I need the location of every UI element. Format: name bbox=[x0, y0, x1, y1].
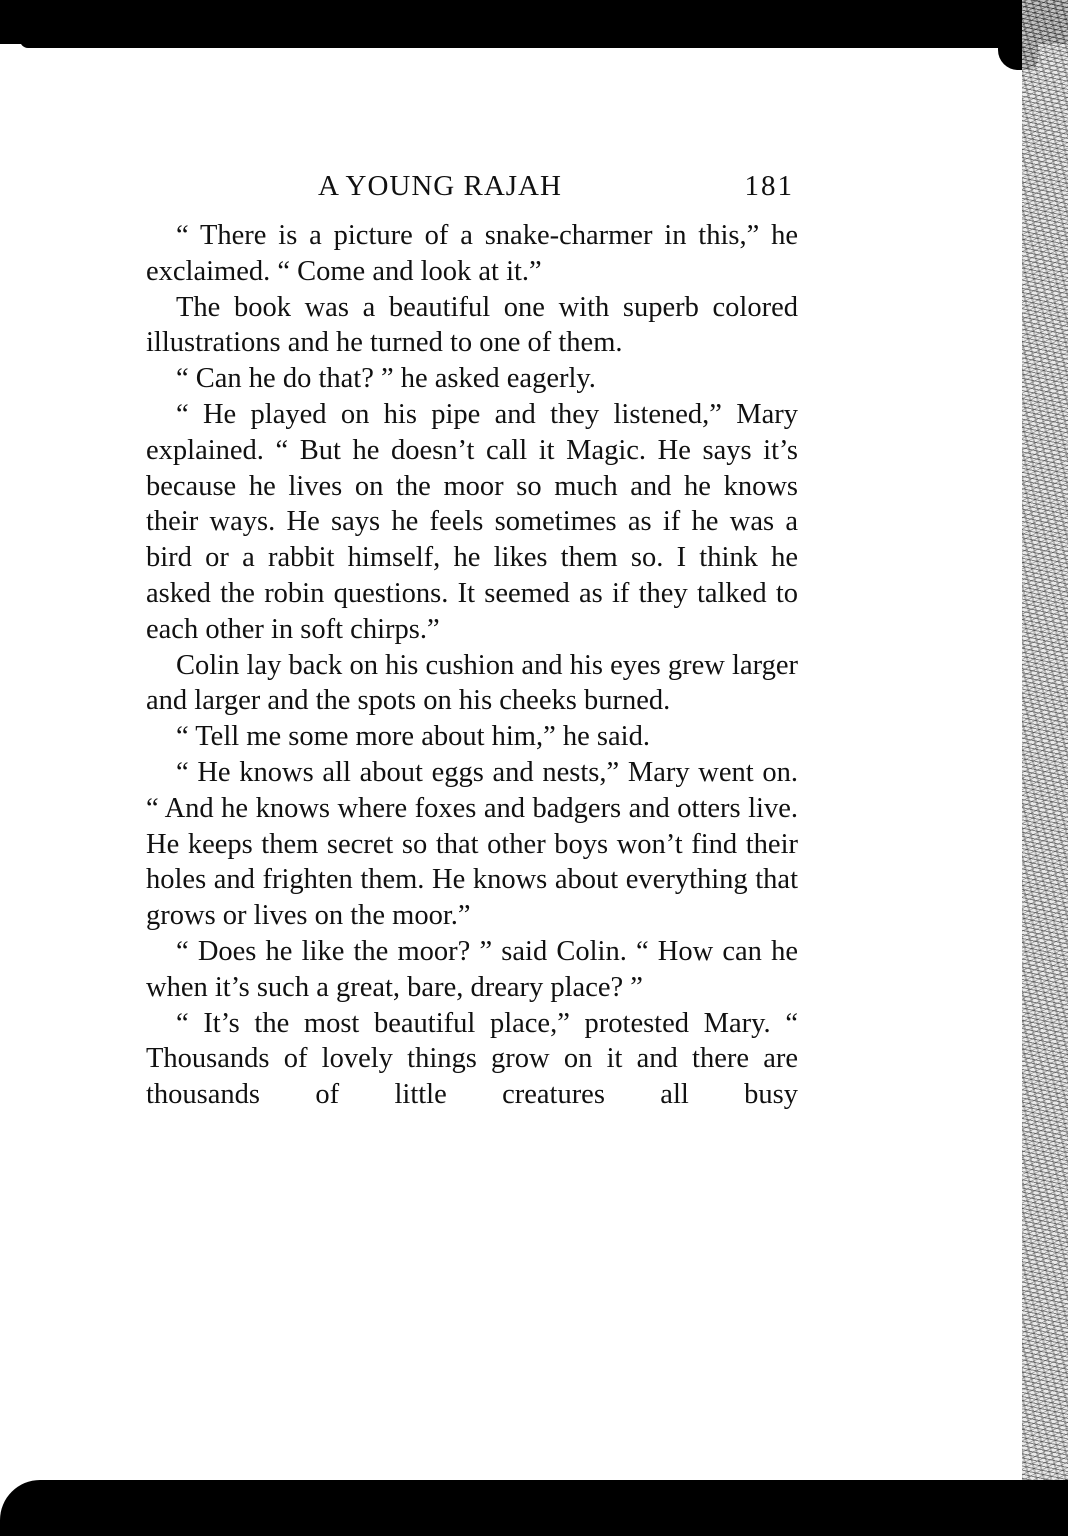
scan-page-edge bbox=[1022, 0, 1068, 1536]
chapter-title: A YOUNG RAJAH bbox=[318, 170, 562, 202]
paragraph: Colin lay back on his cushion and his eyes grew larger and larger and the spots on his cheeks burned. bbox=[146, 649, 798, 717]
paragraph: “ Tell me some more about him,” he said. bbox=[176, 721, 650, 753]
paragraph: The book was a beautiful one with superb colored illustrations and he turned to one of them. bbox=[146, 291, 798, 359]
paragraph: “ He knows all about eggs and nests,” Mary went on. “ And he knows where foxes and badgers and otters live. He keeps them secret so that other boys won’t find their holes and frighten them. He knows about everything that grows or lives on the moor.” bbox=[146, 756, 798, 932]
scan-top-shadow bbox=[0, 0, 1068, 44]
book-page bbox=[146, 170, 798, 1113]
paragraph: “ He played on his pipe and they listened,” Mary explained. “ But he doesn’t call it Magic. He says it’s because he lives on the moor so much and he knows their ways. He says he feels sometimes as if he was a bird or a rabbit himself, he likes them so. I think he asked the robin questions. It seemed as if they talked to each other in soft chirps.” bbox=[146, 398, 798, 645]
paragraph: “ Does he like the moor? ” said Colin. “ How can he when it’s such a great, bare, dreary place? ” bbox=[146, 935, 798, 1003]
scan-bottom-shadow bbox=[0, 1480, 1068, 1536]
page-number: 181 bbox=[744, 170, 794, 202]
running-head bbox=[146, 170, 798, 218]
paragraph: “ It’s the most beautiful place,” protested Mary. “ Thousands of lovely things grow on it and there are thousands of little creatures all busy bbox=[146, 1007, 798, 1111]
scan-top-rule bbox=[20, 40, 1030, 48]
paragraph: “ Can he do that? ” he asked eagerly. bbox=[176, 363, 596, 395]
paragraph: “ There is a picture of a snake-charmer in this,” he exclaimed. “ Come and look at it.” bbox=[146, 220, 798, 287]
